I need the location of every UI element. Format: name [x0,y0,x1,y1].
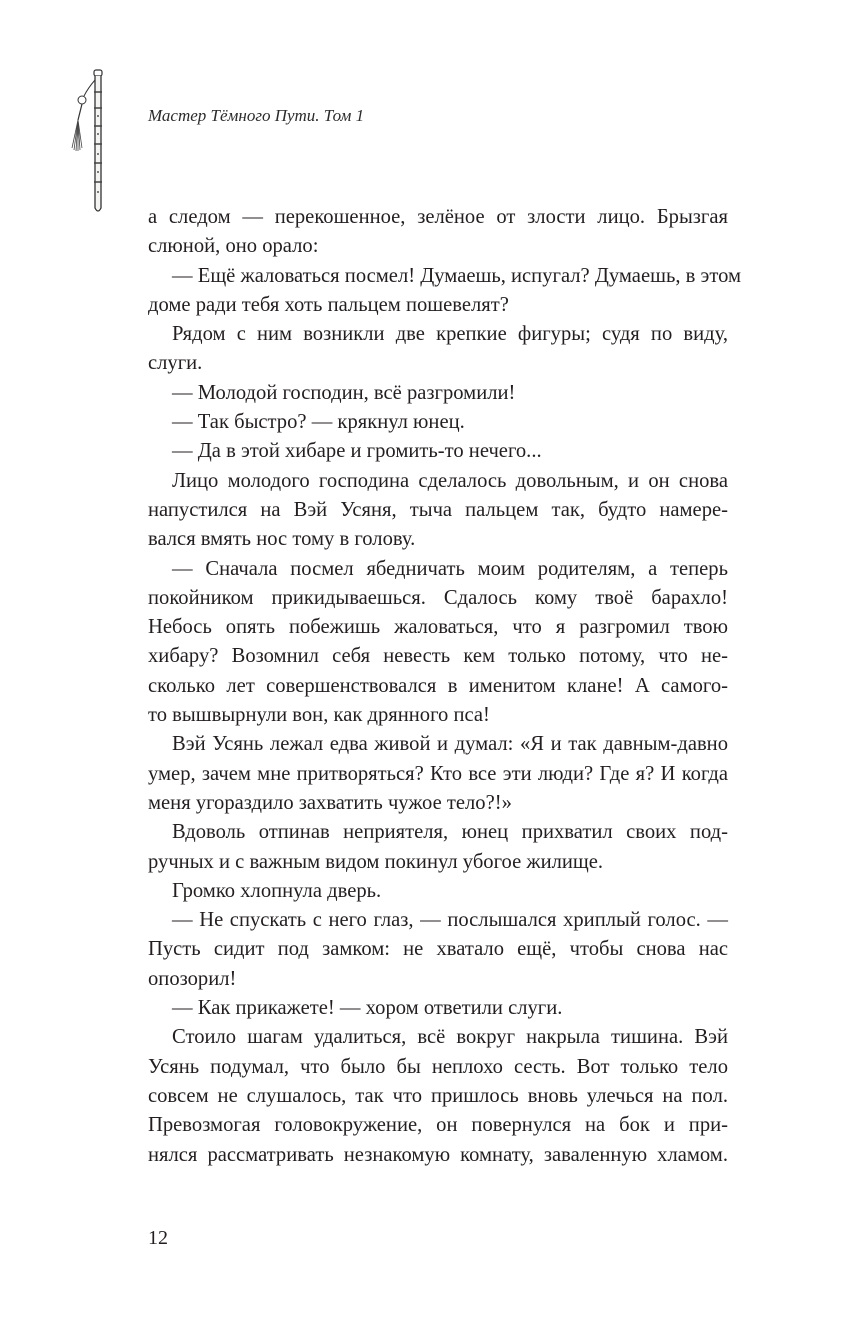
text-line: покойником прикидываешься. Сдалось кому твоё барахло! [148,586,728,609]
page-number: 12 [148,1227,168,1249]
text-line: Превозмогая головокружение, он повернулся на бок и при- [148,1114,728,1137]
text-line: — Как прикажете! — хором ответили слуги. [172,997,563,1020]
text-line: умер, зачем мне притворяться? Кто все эти люди? Где я? И когда [148,762,728,785]
text-line: Усянь подумал, что было бы неплохо сесть. Вот только тело [148,1055,728,1078]
text-line: — Так быстро? — крякнул юнец. [172,411,465,434]
text-line: ручных и с важным видом покинул убогое жилище. [148,850,604,873]
text-line: напустился на Вэй Усяня, тыча пальцем так, будто намере- [148,498,728,521]
body-text [148,203,742,1170]
text-line: меня угораздило захватить чужое тело?!» [148,791,512,814]
text-line: хибару? Возомнил себя невесть кем только потому, что не- [148,645,728,668]
text-line: — Сначала посмел ябедничать моим родителям, а теперь [172,557,728,580]
text-line: Рядом с ним возникли две крепкие фигуры; судя по виду, [172,323,728,346]
text-line: а следом — перекошенное, зелёное от злости лицо. Брызгая [148,206,728,228]
text-line: опозорил! [148,967,237,990]
text-line: — Молодой господин, всё разгромили! [172,381,516,404]
text-line: Лицо молодого господина сделалось довольным, и он снова [172,469,728,492]
text-line: то вышвырнули вон, как дрянного пса! [148,704,490,727]
text-line: слюной, оно орало: [148,235,319,258]
flute-ornament-icon [64,68,114,218]
text-line: — Ещё жаловаться посмел! Думаешь, испугал? Думаешь, в этом [172,264,742,287]
text-line: Пусть сидит под замком: не хватало ещё, чтобы снова нас [148,938,728,961]
running-head: Мастер Тёмного Пути. Том 1 [148,106,365,125]
text-line: слуги. [148,352,203,375]
text-line: совсем не слушалось, так что пришлось вновь улечься на пол. [148,1084,728,1107]
text-line: Стоило шагам удалиться, всё вокруг накрыла тишина. Вэй [172,1026,728,1049]
text-line: сколько лет совершенствовался в именитом клане! А самого- [148,674,728,697]
text-line: Небось опять побежишь жаловаться, что я разгромил твою [148,616,728,639]
text-line: нялся рассматривать незнакомую комнату, заваленную хламом. [148,1143,728,1166]
text-line: — Не спускать с него глаз, — послышался хриплый голос. — [172,909,728,932]
text-line: вался вмять нос тому в голову. [148,528,416,551]
text-line: Вдоволь отпинав неприятеля, юнец прихватил своих под- [172,821,728,844]
text-line: — Да в этой хибаре и громить-то нечего... [172,440,542,463]
text-line: доме ради тебя хоть пальцем пошевелят? [148,293,509,316]
text-line: Вэй Усянь лежал едва живой и думал: «Я и так давным-давно [172,733,728,756]
text-line: Громко хлопнула дверь. [172,879,382,902]
